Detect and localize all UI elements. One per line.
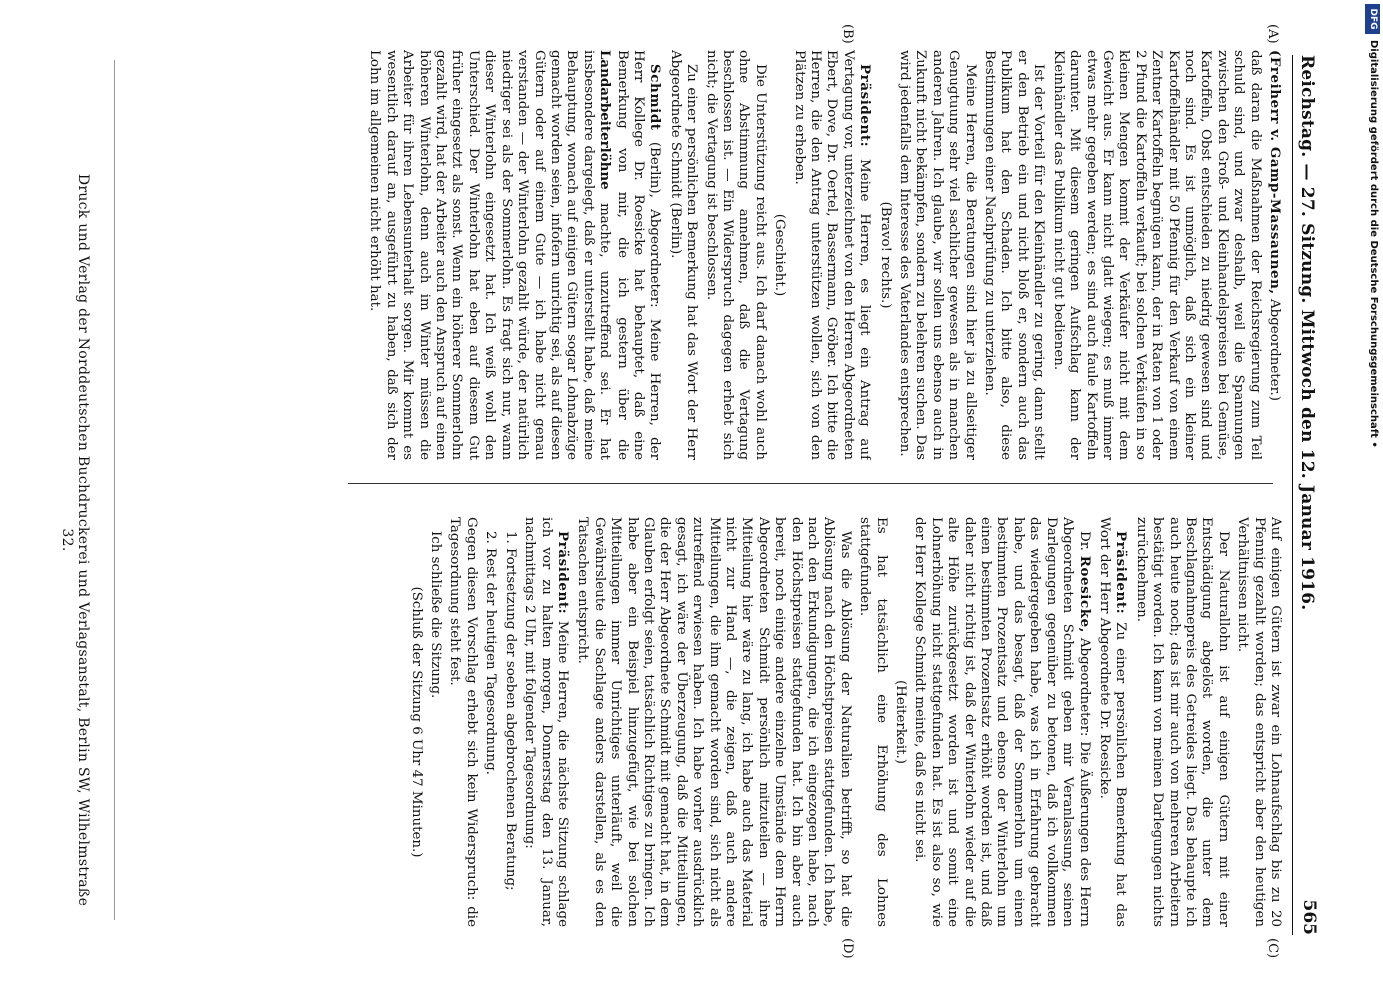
paragraph: Zu einer persönlichen Bemerkung hat das Wort der Herr Abgeordnete Schmidt (Berlin). bbox=[667, 50, 700, 460]
paragraph: Ist der Vorteil für den Kleinhändler zu gering, dann stellt er den Betrieb ein und nicht bloß er, sondern auch das Publikum hat den Schaden. Ich bitte also, diese Bestimmungen einer Nachprüfung zu unterziehen. bbox=[982, 50, 1047, 460]
paragraph: Ich schließe die Sitzung. bbox=[428, 531, 444, 699]
paragraph bbox=[366, 50, 663, 460]
paragraph: Es hat tatsächlich eine Erhöhung des Lohnes stattgefunden. bbox=[857, 517, 889, 927]
paragraph: Was die Ablösung der Naturalien betrifft, so hat die Ablösung nach den Höchstpreisen stattgefunden. Ich habe, nach den Erkundigungen, die ich eingezogen habe, nach den Höchstpreisen stattgefunden hat. Ich bin aber auch bereit, noch einige andere einzelne Umstände dem Herrn Abgeordneten Schmidt persönlich mitzuteilen — ihre Mitteilung hier wäre zu lang, ich habe auch das Material nicht zur Hand —, die zeigen, daß auch andere Mitteilungen, die ihm gemacht worden sind, sich nicht als zutreffend erwiesen haben. Ich habe vorher ausdrücklich gesagt, ich wäre der Überzeugung, daß die Mitteilungen, die der Herr Abgeordnete Schmidt mit gemacht hat, in dem Glauben erfolgt seien, tatsächlich Richtiges zu bringen. Ich habe aber ein Beispiel hinzugefügt, wie bei solchen Mitteilungen immer Unrichtiges unterläuft, weil die Gewährsleute die Sachlage anders darstellen, als es den Tatsachen entspricht. bbox=[575, 517, 853, 927]
paragraph: Der Naturallohn ist auf einigen Gütern mit einer Entschädigung abgelöst worden, die unter dem Beschlagnahmepreis des Getreides liegt. Das behaupte ich auch heute noch; das ist mir auch von mehreren Arbeitern bestätigt worden. Ich kann von meinen Darlegungen nichts zurücknehmen. bbox=[1133, 517, 1231, 927]
paragraph: Meine Herren, die Beratungen sind hier ja zu allseitiger Genugtuung sehr viel sachlicher gewesen als in manchen anderen Jahren. Ich glaube, wir sollen uns ebenso auch in Zukunft nicht bekämpfen, sondern zu belehren suchen. Das wird jedenfalls dem Interesse des Vaterlandes entsprechen. bbox=[897, 50, 978, 460]
speech-text: Abgeordneter: Die Äußerungen des Herrn Abgeordneten Schmidt geben mir Veranlassung, seinen Darlegungen gegenüber zu betonen, daß ich vollkommen das wiedergegeben habe, was ich in Erfahrung gebracht habe, und das besagt, daß der Sommerlohn um einen bestimmten Prozentsatz und ebenso der Winterlohn um einen bestimmten Prozentsatz erhöht worden ist, und daß daher nicht richtig ist, daß der Winterlohn wieder auf die alte Höhe zurückgesetzt worden ist und somit eine Lohnerhöhung nicht stattgefunden hat. Es ist also so, wie der Herr Kollege Schmidt meinte, daß es nicht sei. bbox=[912, 517, 1092, 927]
interjection: (Bravo! rechts.) bbox=[877, 201, 893, 309]
margin-letter-d: (D) bbox=[840, 938, 855, 959]
paragraph bbox=[790, 50, 873, 460]
column-divider bbox=[348, 483, 1273, 484]
speaker-role: (Berlin), Abgeordneter: bbox=[647, 130, 663, 308]
left-column bbox=[338, 50, 1283, 460]
interjection: (Heiterkeit.) bbox=[893, 680, 909, 764]
paragraph bbox=[1096, 517, 1130, 927]
page-header bbox=[1292, 55, 1319, 935]
credit-rotator bbox=[1362, 0, 1383, 1000]
paragraph bbox=[911, 517, 1092, 927]
paragraph bbox=[521, 517, 571, 927]
speech-text: Meine Herren, es liegt ein Antrag auf Vertagung vor, unterzeichnet von den Herren Abgeordneten Ebert, Dove, Dr. Oertel, Bassermann, Gröber. Ich bitte die Herren, die den Antrag unterstützen wollen, sich von den Plätzen zu erheben. bbox=[791, 50, 873, 460]
speech-text: machte, unzutreffend sei. Er hat insbesondere dargelegt, daß er unterstellt habe, daß meine Behauptung, wonach auf einigen Gütern sogar Lohnabzüge gemacht worden seien, infofern unrichtig sei, als auf diesen Gütern oder auf einem Gute — ich habe nicht genau verstanden — der Winterlohn gezahlt würde, der natürlich niedriger sei als der Sommerlohn. Es fragt sich nur, wann dieser Winterlohn eingesetzt hat. Ich weiß wohl den Unterschied. Der Winterlohn hat eben auf diesem Gut früher eingesetzt als sonst. Wenn ein höherer Sommerlohn gezahlt wird, hat der Arbeiter auch den Anspruch auf einen höheren Winterlohn, denn auch im Winter müssen die Arbeiter für ihren Lebensunterhalt sorgen. Mir kommt es wesentlich darauf an, ausgeführt zu haben, daß sich der Lohn im allgemeinen nicht erhöht hat. bbox=[367, 50, 613, 460]
paragraph: Die Unterstützung reicht aus. Ich darf danach wohl auch ohne Abstimmung annehmen, daß die Vertagung beschlossen ist. — Ein Widerspruch dagegen erhebt sich nicht; die Vertagung ist beschlossen. bbox=[703, 50, 768, 460]
margin-letter-c: (C) bbox=[1265, 938, 1280, 959]
speech-text: Meine Herren, die nächste Sitzung schlage ich vor zu halten morgen, Donnerstag den 13. Januar, nachmittags 2 Uhr, mit folgender Tagesordnung: bbox=[522, 517, 570, 927]
speaker-name: (Freiherr v. Gamp-Massaunen, bbox=[1267, 50, 1283, 295]
printer-footer: Druck und Verlag der Norddeutschen Buchdruckerei und Verlagsanstalt, Berlin SW, Wilhelmstraße 32. bbox=[59, 173, 91, 907]
margin-letter-a: (A) bbox=[1265, 24, 1280, 44]
speaker-name: Präsident: bbox=[554, 531, 571, 615]
paragraph: Gegen diesen Vorschlag erhebt sich kein Widerspruch: die Tagesordnung steht fest. bbox=[447, 517, 479, 927]
speech-text: Meine Herren, der Herr Kollege Dr. Roesicke hat behauptet, daß eine Bemerkung von mir, die ich gestern über die bbox=[614, 50, 663, 460]
session-close-note: (Schluß der Sitzung 6 Uhr 47 Minuten.) bbox=[408, 586, 424, 858]
speaker-continuation bbox=[1266, 50, 1283, 460]
speaker-name: Roesicke, bbox=[1076, 555, 1093, 633]
emphasized-term: Landarbeiterlöhne bbox=[597, 50, 614, 190]
digitization-credit-strip bbox=[1362, 0, 1383, 1000]
speech-text: Zu einer persönlichen Bemerkung hat das Wort der Herr Abgeordnete Dr. Roesicke. bbox=[1096, 517, 1129, 927]
interjection: (Geschieht.) bbox=[772, 213, 788, 297]
paragraph: Auf einigen Gütern ist zwar ein Lohnaufschlag bis zu 20 Pfennig gezahlt worden; das entspricht aber den heutigen Verhältnissen nicht. bbox=[1235, 517, 1283, 927]
footer-divider bbox=[114, 60, 115, 920]
digitization-credit: Digitalisierung gefördert durch die Deutsche Forschungsgemeinschaft • bbox=[1368, 40, 1379, 448]
speaker-role: Abgeordneter.) bbox=[1267, 294, 1282, 401]
agenda-item: 2. Rest der heutigen Tagesordnung. bbox=[483, 531, 499, 775]
header-title: Reichstag. — 27. Sitzung. Mittwoch den 12. Januar 1916. bbox=[1297, 55, 1317, 611]
agenda-item: 1. Fortsetzung der soeben abgebrochenen Beratung; bbox=[502, 531, 518, 891]
dfg-logo: DFG bbox=[1365, 4, 1380, 34]
right-column bbox=[338, 517, 1283, 927]
speaker-name: Präsident: bbox=[857, 64, 874, 148]
speaker-name: Schmidt bbox=[647, 64, 664, 131]
speaker-name: Präsident: bbox=[1113, 531, 1130, 615]
margin-letter-b: (B) bbox=[840, 24, 855, 44]
speaker-title: Dr. bbox=[1076, 531, 1092, 556]
page-number: 565 bbox=[1299, 899, 1319, 935]
paragraph: daß daran die Maßnahmen der Reichsregierung zum Teil schuld sind, und zwar deshalb, weil die Spannungen zwischen den Groß- und Kleinhandelspreisen bei Gemüse, Kartoffeln, Obst entschieden zu niedrig gewesen sind und noch sind. Es ist unmöglich, daß sich ein kleiner Kartoffelhändler mit 50 Pfennig für den Verkauf von einem Zentner Kartoffeln begnügen kann, der in Raten von 1 oder 2 Pfund die Kartoffeln verkauft; bei solchen Verkäufen in so kleinen Mengen kommt der Verkäufer nicht mit dem Gewicht aus. Er kann nicht glatt wiegen; es muß immer etwas mehr gegeben werden; es sind auch faule Kartoffeln darunter. Mit diesem geringen Aufschlag kann der Kleinhändler das Publikum nicht gut bedienen. bbox=[1050, 50, 1263, 460]
